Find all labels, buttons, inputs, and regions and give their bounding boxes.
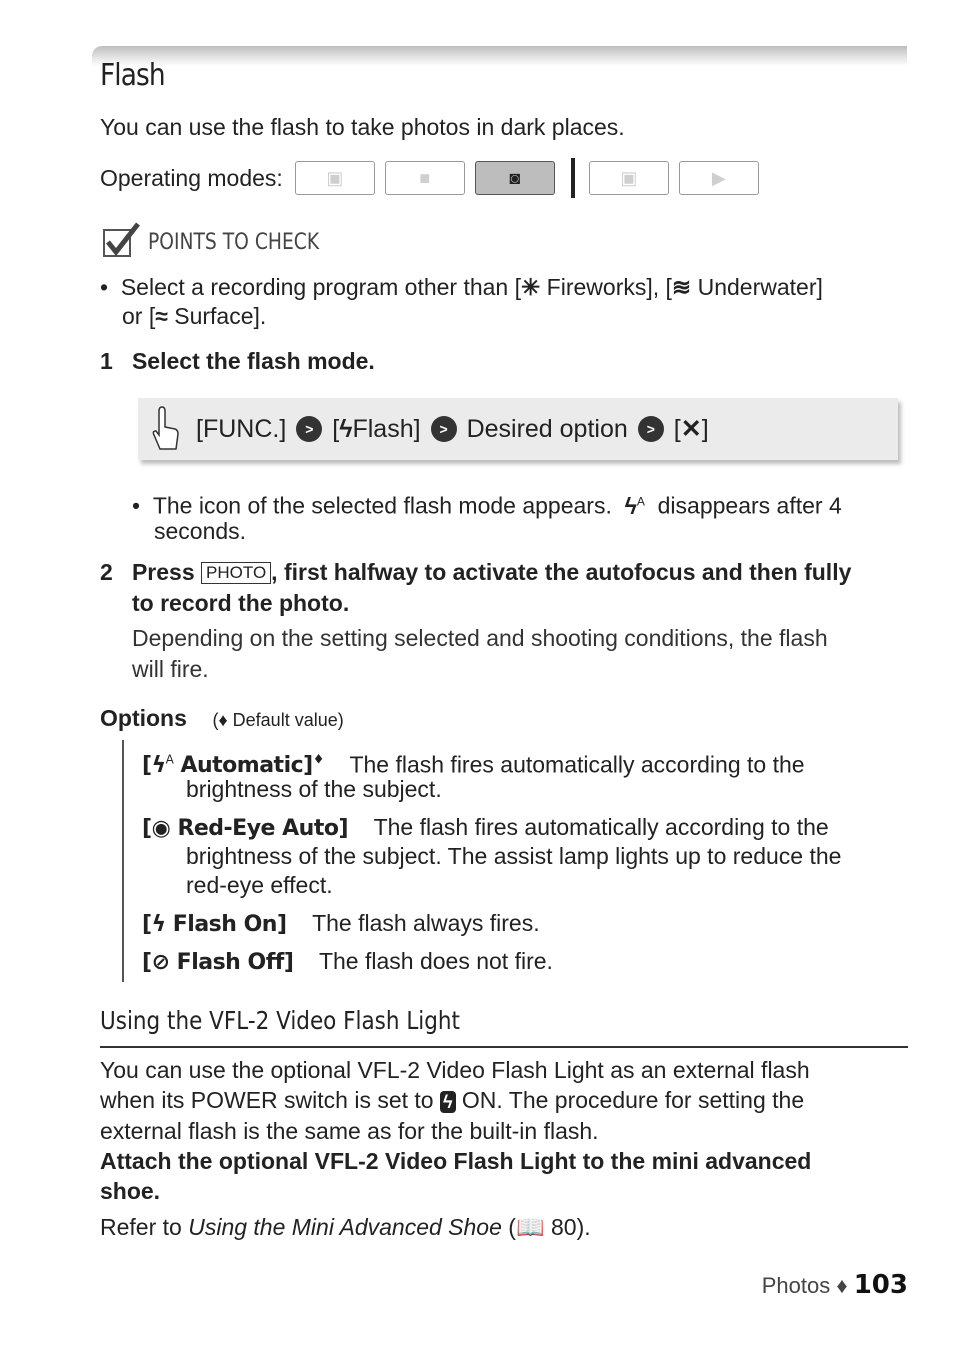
- default-marker-icon: ♦: [218, 710, 228, 730]
- operating-modes-label: Operating modes:: [100, 164, 283, 191]
- options-divider: [122, 740, 124, 982]
- step1-note-line1: • The icon of the selected flash mode appears. $ϟ^A$ disappears after 4: [132, 492, 842, 519]
- check-bullet-line1: • Select a recording program other than [✳ Fireworks], [≋ Underwater]: [100, 274, 823, 300]
- arrow-right-icon: >: [431, 416, 457, 442]
- movie-camera-icon: ■: [385, 161, 465, 195]
- flash-on-icon: ϟ: [151, 912, 166, 937]
- option-red-eye: [◉ Red-Eye Auto] The flash fires automatically according to the: [142, 814, 829, 841]
- footer-section: Photos: [761, 1273, 831, 1298]
- page-footer: [762, 1270, 908, 1300]
- check-bullet-line2: or [≈ Surface].: [122, 303, 267, 329]
- red-eye-icon: ◉: [151, 816, 171, 841]
- intro-text: You can use the flash to take photos in dark places.: [100, 114, 625, 140]
- func-label: [FUNC.]: [196, 414, 287, 443]
- touch-hand-icon: [148, 405, 182, 453]
- mode-separator: [571, 158, 575, 198]
- checkmark-icon: [100, 222, 142, 262]
- points-to-check-header: [100, 222, 349, 262]
- option-flash-off: [⊘ Flash Off] The flash does not fire.: [142, 948, 553, 975]
- vfl-p1-line2: when its POWER switch is set to ϟ ON. The procedure for setting the: [100, 1087, 805, 1113]
- points-to-check-title: POINTS TO CHECK: [148, 229, 320, 255]
- option-red-eye-desc2: brightness of the subject. The assist lamp lights up to reduce the: [186, 843, 842, 869]
- option-automatic: [$ϟ^A$ Automatic]♦ The flash fires automatically according to the: [142, 751, 805, 779]
- close-icon: ✕: [680, 415, 702, 443]
- vfl-heading: Using the VFL-2 Video Flash Light: [100, 1006, 460, 1035]
- step-2-desc-line1: Depending on the setting selected and shooting conditions, the flash: [132, 625, 828, 651]
- diamond-icon: ♦: [836, 1273, 848, 1298]
- fireworks-icon: ✳: [521, 274, 541, 300]
- playback-movie-icon: ▣: [589, 161, 669, 195]
- flash-switch-icon: ϟ: [440, 1091, 456, 1113]
- flash-icon: ϟ: [339, 414, 353, 443]
- vfl-bold-line2: shoe.: [100, 1178, 161, 1204]
- flash-label: Flash]: [352, 414, 421, 443]
- page-number: 103: [853, 1270, 908, 1300]
- vfl-p1-line3: external flash is the same as for the built-in flash.: [100, 1118, 599, 1144]
- func-menu-path: [138, 398, 898, 460]
- flash-off-icon: ⊘: [151, 950, 170, 975]
- vfl-bold-line1: Attach the optional VFL-2 Video Flash Light to the mini advanced: [100, 1148, 812, 1174]
- option-flash-on: [ϟ Flash On] The flash always fires.: [142, 910, 540, 937]
- step-2-desc-line2: will fire.: [132, 656, 209, 682]
- option-automatic-desc2: brightness of the subject.: [186, 776, 442, 802]
- step1-note-line2: seconds.: [154, 518, 247, 544]
- close-bracket: [: [673, 414, 681, 443]
- book-icon: 📖: [515, 1214, 545, 1240]
- desired-option-label: Desired option: [466, 414, 628, 443]
- underwater-icon: ≋: [671, 274, 692, 300]
- flash-auto-icon: $ϟ^A$: [151, 753, 174, 779]
- arrow-right-icon: >: [296, 416, 322, 442]
- vfl-refer: Refer to Using the Mini Advanced Shoe (📖 80).: [100, 1214, 591, 1240]
- step-2-line1: 2 Press PHOTO , first halfway to activate the autofocus and then fully: [100, 559, 852, 585]
- operating-modes: [100, 158, 769, 198]
- header-bar: [92, 46, 907, 66]
- step-1: 1 Select the flash mode.: [100, 348, 375, 374]
- close-bracket-end: ]: [701, 414, 709, 443]
- auto-movie-icon: ▣: [295, 161, 375, 195]
- arrow-right-icon: >: [638, 416, 664, 442]
- vfl-p1-line1: You can use the optional VFL-2 Video Flash Light as an external flash: [100, 1057, 810, 1083]
- flash-bracket: [: [332, 414, 340, 443]
- camera-icon: ◙: [475, 161, 555, 195]
- vfl-divider: [100, 1046, 908, 1048]
- surface-icon: ≈: [155, 303, 168, 329]
- playback-photo-icon: ▶: [679, 161, 759, 195]
- page-title: Flash: [100, 58, 165, 93]
- option-red-eye-desc3: red-eye effect.: [186, 872, 333, 898]
- flash-auto-icon: $ϟ^A$: [624, 492, 645, 519]
- options-heading: Options (♦ Default value): [100, 705, 344, 731]
- step-2-line2: to record the photo.: [132, 590, 350, 616]
- photo-key: PHOTO: [201, 562, 271, 584]
